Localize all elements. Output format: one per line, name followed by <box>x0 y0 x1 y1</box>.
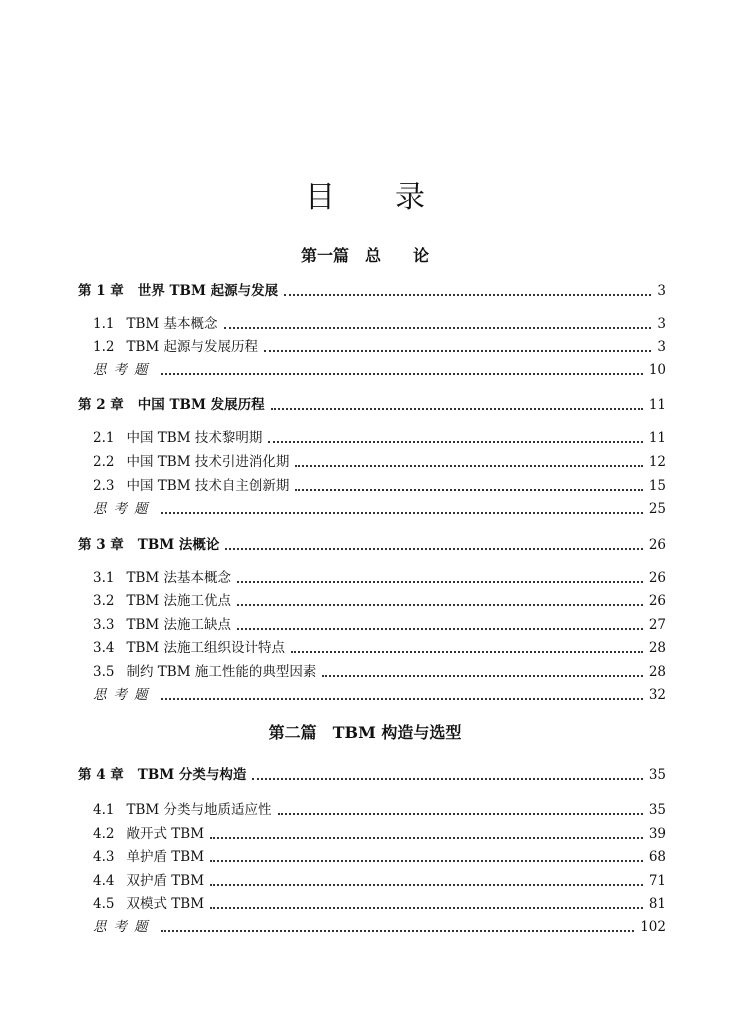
page-number: 27 <box>648 617 666 633</box>
toc-chapter-entry[interactable] <box>78 395 666 415</box>
entry-title: 思考题 <box>93 362 155 378</box>
toc-chapter-entry[interactable] <box>78 535 666 555</box>
entry-number: 4.1 <box>93 802 115 818</box>
title-char: 目 <box>305 180 335 215</box>
toc-chapter-entry[interactable] <box>78 765 666 785</box>
toc-section-entry[interactable] <box>93 591 666 611</box>
entry-title: TBM 法施工组织设计特点 <box>126 640 286 656</box>
dot-leader <box>291 651 643 653</box>
dot-leader <box>210 884 643 886</box>
part-heading: 第二篇 TBM 构造与选型 <box>268 723 462 742</box>
entry-title: 思考题 <box>93 687 155 703</box>
dot-leader <box>268 441 642 443</box>
dot-leader <box>224 327 652 329</box>
entry-number: 4.3 <box>93 849 115 865</box>
entry-number: 第 1 章 <box>78 283 124 299</box>
page-number: 81 <box>648 896 666 912</box>
entry-title: 单护盾 TBM <box>126 849 205 865</box>
entry-title: 双护盾 TBM <box>126 873 205 889</box>
title-char: 录 <box>395 180 425 215</box>
entry-title: 中国 TBM 发展历程 <box>137 397 265 413</box>
toc-section-entry[interactable] <box>93 452 666 472</box>
toc-section-entry[interactable] <box>93 871 666 891</box>
entry-title: TBM 法概论 <box>137 537 220 553</box>
entry-number: 1.1 <box>93 316 115 332</box>
dot-leader <box>284 294 651 296</box>
dot-leader <box>237 604 643 606</box>
toc-section-entry[interactable] <box>93 568 666 588</box>
entry-number: 4.5 <box>93 896 115 912</box>
dot-leader <box>210 907 643 909</box>
entry-number: 2.1 <box>93 430 115 446</box>
dot-leader <box>252 778 642 780</box>
dot-leader <box>295 465 642 467</box>
dot-leader <box>225 548 642 550</box>
toc-section-entry[interactable] <box>93 314 666 334</box>
toc-chapter-entry[interactable] <box>78 281 666 301</box>
page-number: 10 <box>648 362 666 378</box>
dot-leader <box>278 813 643 815</box>
entry-title: TBM 法施工优点 <box>126 593 232 609</box>
entry-number: 4.4 <box>93 873 115 889</box>
dot-leader <box>161 698 643 700</box>
toc-questions-entry[interactable] <box>93 360 666 380</box>
entry-number: 2.3 <box>93 478 115 494</box>
toc-section-entry[interactable] <box>93 476 666 496</box>
toc-section-entry[interactable] <box>93 847 666 867</box>
toc-section-entry[interactable] <box>93 638 666 658</box>
entry-title: 双模式 TBM <box>126 896 205 912</box>
toc-title <box>0 172 730 216</box>
entry-number: 2.2 <box>93 454 115 470</box>
entry-title: 中国 TBM 技术自主创新期 <box>126 478 290 494</box>
entry-title: 制约 TBM 施工性能的典型因素 <box>126 664 317 680</box>
page-number: 35 <box>648 767 666 783</box>
toc-questions-entry[interactable] <box>93 499 666 519</box>
dot-leader <box>295 489 642 491</box>
toc-section-entry[interactable] <box>93 894 666 914</box>
page-number: 11 <box>648 397 666 413</box>
part-heading: 第一篇 总 论 <box>300 246 429 265</box>
page-number: 3 <box>657 316 666 332</box>
dot-leader <box>237 581 643 583</box>
toc-section-entry[interactable] <box>93 800 666 820</box>
dot-leader <box>271 408 643 410</box>
entry-title: 中国 TBM 技术黎明期 <box>126 430 263 446</box>
dot-leader <box>264 350 651 352</box>
toc-questions-entry[interactable] <box>93 917 666 937</box>
entry-title: TBM 法施工缺点 <box>126 617 232 633</box>
entry-number: 第 2 章 <box>78 397 124 413</box>
entry-title: TBM 分类与地质适应性 <box>126 802 272 818</box>
entry-title: 世界 TBM 起源与发展 <box>137 283 279 299</box>
entry-title: 思考题 <box>93 919 155 935</box>
page-number: 12 <box>648 454 666 470</box>
entry-title: TBM 分类与构造 <box>137 767 247 783</box>
page-number: 26 <box>648 593 666 609</box>
page-number: 35 <box>648 802 666 818</box>
dot-leader <box>161 930 635 932</box>
entry-title: TBM 起源与发展历程 <box>126 339 259 355</box>
entry-title: 思考题 <box>93 501 155 517</box>
page-number: 28 <box>648 664 666 680</box>
entry-number: 3.5 <box>93 664 115 680</box>
page-number: 11 <box>648 430 666 446</box>
page-number: 68 <box>648 849 666 865</box>
page-number: 26 <box>648 537 666 553</box>
page-number: 15 <box>648 478 666 494</box>
dot-leader <box>210 837 643 839</box>
page-number: 32 <box>648 687 666 703</box>
page-number: 3 <box>657 283 666 299</box>
toc-section-entry[interactable] <box>93 428 666 448</box>
entry-title: TBM 法基本概念 <box>126 570 232 586</box>
toc-section-entry[interactable] <box>93 337 666 357</box>
entry-title: 敞开式 TBM <box>126 826 205 842</box>
entry-number: 3.4 <box>93 640 115 656</box>
entry-number: 第 3 章 <box>78 537 124 553</box>
page-number: 3 <box>657 339 666 355</box>
entry-title: TBM 基本概念 <box>126 316 218 332</box>
entry-number: 3.3 <box>93 617 115 633</box>
toc-section-entry[interactable] <box>93 615 666 635</box>
toc-questions-entry[interactable] <box>93 685 666 705</box>
dot-leader <box>210 860 643 862</box>
entry-number: 1.2 <box>93 339 115 355</box>
page-number: 102 <box>640 919 666 935</box>
dot-leader <box>237 628 643 630</box>
entry-number: 3.2 <box>93 593 115 609</box>
entry-number: 4.2 <box>93 826 115 842</box>
entry-number: 3.1 <box>93 570 115 586</box>
entry-title: 中国 TBM 技术引进消化期 <box>126 454 290 470</box>
dot-leader <box>322 675 642 677</box>
page-number: 28 <box>648 640 666 656</box>
page-number: 39 <box>648 826 666 842</box>
toc-section-entry[interactable] <box>93 662 666 682</box>
page-number: 26 <box>648 570 666 586</box>
toc-section-entry[interactable] <box>93 824 666 844</box>
entry-number: 第 4 章 <box>78 767 124 783</box>
dot-leader <box>161 512 643 514</box>
page-number: 71 <box>648 873 666 889</box>
dot-leader <box>161 373 643 375</box>
page-number: 25 <box>648 501 666 517</box>
